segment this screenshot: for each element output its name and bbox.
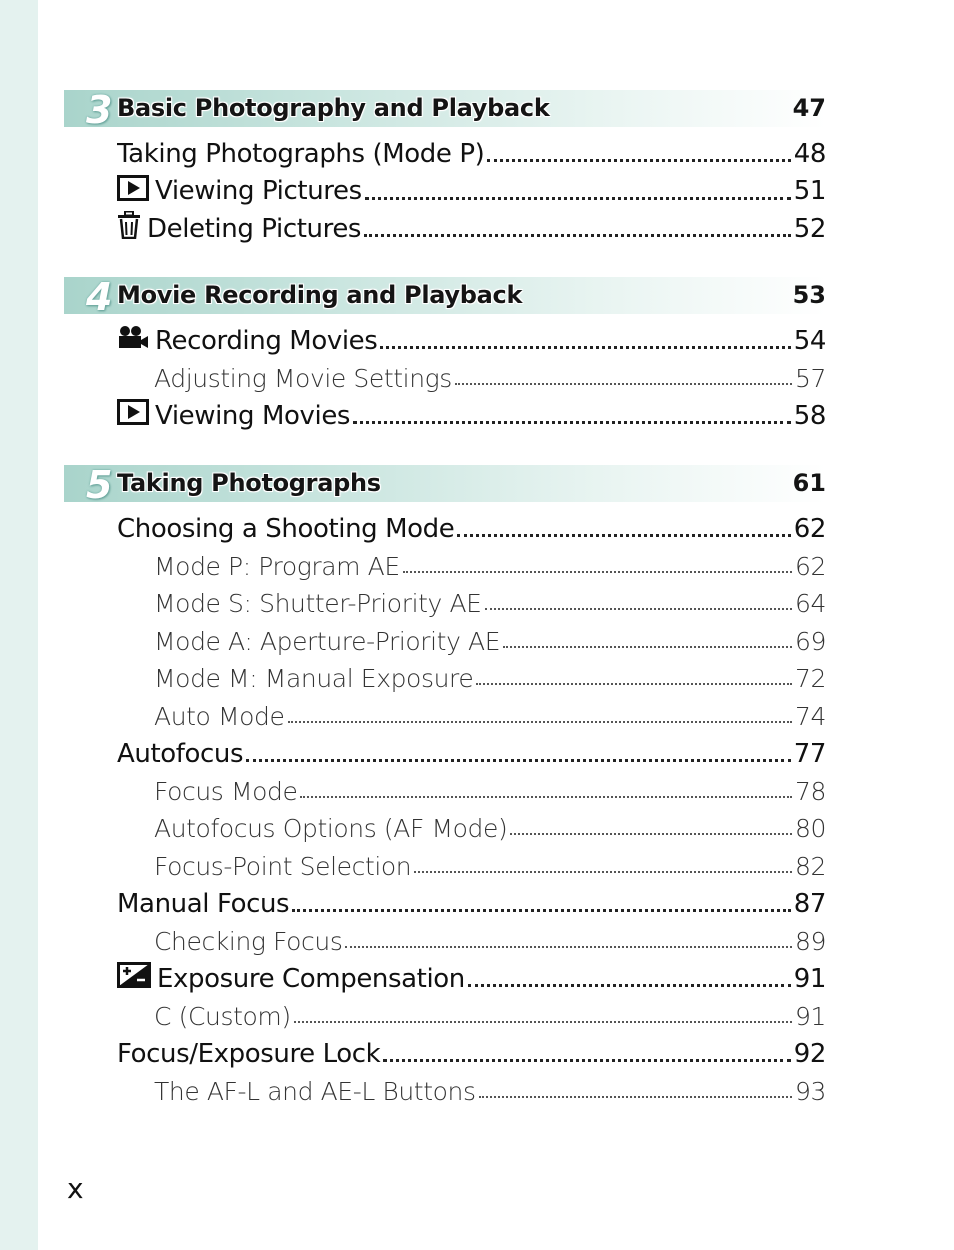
movie-camera-icon: [117, 325, 149, 356]
leader-dots: [487, 135, 790, 162]
playback-icon: [117, 175, 149, 208]
toc-entry-label: Choosing a Shooting Mode: [117, 513, 455, 544]
leader-dots: [479, 1073, 792, 1098]
leader-dots: [503, 623, 792, 648]
toc-entry[interactable]: [154, 548, 826, 586]
toc-entry-page: 52: [793, 213, 826, 244]
toc-entry-label: Mode S: Shutter-Priority AE: [154, 589, 482, 619]
toc-entry-page: 80: [794, 814, 826, 844]
toc-entry[interactable]: [154, 773, 826, 811]
toc-entry-label: Mode A: Aperture-Priority AE: [154, 626, 501, 656]
toc-entry[interactable]: [154, 698, 826, 736]
toc-entry-label: Focus Mode: [154, 776, 298, 806]
toc-entry-label: Taking Photographs (Mode P): [117, 138, 485, 169]
leader-dots: [455, 360, 792, 385]
side-strip: [0, 0, 38, 1250]
toc-entry-label: Deleting Pictures: [147, 213, 362, 244]
toc-entry-page: 48: [793, 138, 826, 169]
toc-entry[interactable]: [117, 322, 826, 360]
toc-entry-page: 54: [793, 325, 826, 356]
toc-entry-page: 78: [794, 776, 826, 806]
toc-entry-label: Checking Focus: [154, 926, 343, 956]
toc-entry-label: Mode M: Manual Exposure: [154, 664, 474, 694]
chapter-page-number: 47: [792, 94, 826, 122]
leader-dots: [246, 735, 791, 762]
toc-entry[interactable]: [154, 660, 826, 698]
toc-entry-label: Manual Focus: [117, 888, 290, 919]
leader-dots: [364, 210, 791, 237]
toc-entry-label: The AF-L and AE-L Buttons: [154, 1076, 476, 1106]
toc-entry-page: 62: [794, 551, 826, 581]
toc-entry-label: Viewing Movies: [155, 400, 351, 431]
toc-entry-label: Auto Mode: [154, 701, 285, 731]
leader-dots: [380, 322, 790, 349]
leader-dots: [288, 698, 792, 723]
toc-entry-label: Mode P: Program AE: [154, 551, 400, 581]
leader-dots: [365, 173, 791, 200]
toc-list: [64, 322, 826, 435]
leader-dots: [383, 1035, 790, 1062]
toc-entry-label: Adjusting Movie Settings: [154, 363, 452, 393]
chapter-header[interactable]: [64, 463, 826, 507]
toc-entry[interactable]: [117, 397, 826, 435]
leader-dots: [414, 848, 792, 873]
toc-entry-page: 77: [793, 738, 826, 769]
leader-dots: [476, 660, 792, 685]
toc-entry-page: 58: [793, 400, 826, 431]
toc-entry-page: 72: [794, 664, 826, 694]
toc-entry[interactable]: [117, 510, 826, 548]
chapter-page-number: 53: [792, 281, 826, 309]
toc-entry-page: 57: [794, 363, 826, 393]
toc-entry-page: 91: [794, 1001, 826, 1031]
section-chapter-4: [64, 277, 826, 435]
toc-entry-page: 91: [793, 963, 826, 994]
chapter-number: 5: [86, 463, 113, 507]
toc-entry[interactable]: [117, 1035, 826, 1073]
leader-dots: [292, 885, 791, 912]
toc-entry[interactable]: [117, 135, 826, 173]
chapter-page-number: 61: [792, 469, 826, 497]
toc-entry-page: 89: [794, 926, 826, 956]
toc-entry[interactable]: [154, 923, 826, 961]
toc-entry[interactable]: [154, 810, 826, 848]
toc-entry[interactable]: [117, 885, 826, 923]
toc-entry-label: Recording Movies: [155, 325, 378, 356]
exposure-compensation-icon: [117, 962, 151, 995]
toc-entry[interactable]: [154, 585, 826, 623]
toc-entry-page: 69: [794, 626, 826, 656]
toc-entry-label: Autofocus: [117, 738, 244, 769]
leader-dots: [510, 810, 792, 835]
toc-entry[interactable]: [117, 960, 826, 998]
toc-entry[interactable]: [154, 848, 826, 886]
toc-entry[interactable]: [117, 210, 826, 248]
chapter-header[interactable]: [64, 275, 826, 319]
toc-entry-page: 51: [793, 176, 826, 207]
chapter-number: 4: [86, 275, 113, 319]
toc-entry-page: 93: [794, 1076, 826, 1106]
toc-list: [64, 510, 826, 1110]
chapter-title: Basic Photography and Playback: [117, 94, 550, 122]
leader-dots: [345, 923, 792, 948]
toc-entry-label: C (Custom): [154, 1001, 291, 1031]
toc-entry-page: 74: [794, 701, 826, 731]
toc-entry-label: Autofocus Options (AF Mode): [154, 814, 508, 844]
section-chapter-3: [64, 90, 826, 248]
toc-entry-label: Focus-Point Selection: [154, 851, 412, 881]
toc-entry[interactable]: [117, 173, 826, 211]
toc-entry[interactable]: [154, 360, 826, 398]
toc-entry-page: 92: [793, 1038, 826, 1069]
leader-dots: [457, 510, 790, 537]
leader-dots: [294, 998, 792, 1023]
toc-entry-label: Exposure Compensation: [157, 963, 465, 994]
trash-icon: [117, 211, 141, 246]
toc-entry-label: Focus/Exposure Lock: [117, 1038, 381, 1069]
leader-dots: [300, 773, 792, 798]
page-number: x: [67, 1172, 84, 1205]
leader-dots: [403, 548, 792, 573]
toc-entry[interactable]: [154, 998, 826, 1036]
toc-entry-page: 64: [794, 589, 826, 619]
leader-dots: [485, 585, 792, 610]
toc-list: [64, 135, 826, 248]
chapter-number: 3: [86, 88, 113, 132]
toc-entry-page: 82: [794, 851, 826, 881]
playback-icon: [117, 399, 149, 432]
toc-entry-page: 87: [793, 888, 826, 919]
leader-dots: [353, 397, 791, 424]
toc-entry-page: 62: [793, 513, 826, 544]
section-chapter-5: [64, 465, 826, 1110]
toc-entry[interactable]: [154, 1073, 826, 1111]
toc-entry[interactable]: [117, 735, 826, 773]
chapter-header[interactable]: [64, 88, 826, 132]
chapter-title: Movie Recording and Playback: [117, 281, 523, 309]
chapter-title: Taking Photographs: [117, 469, 381, 497]
toc-entry-label: Viewing Pictures: [155, 176, 362, 207]
leader-dots: [468, 960, 791, 987]
toc-entry[interactable]: [154, 623, 826, 661]
